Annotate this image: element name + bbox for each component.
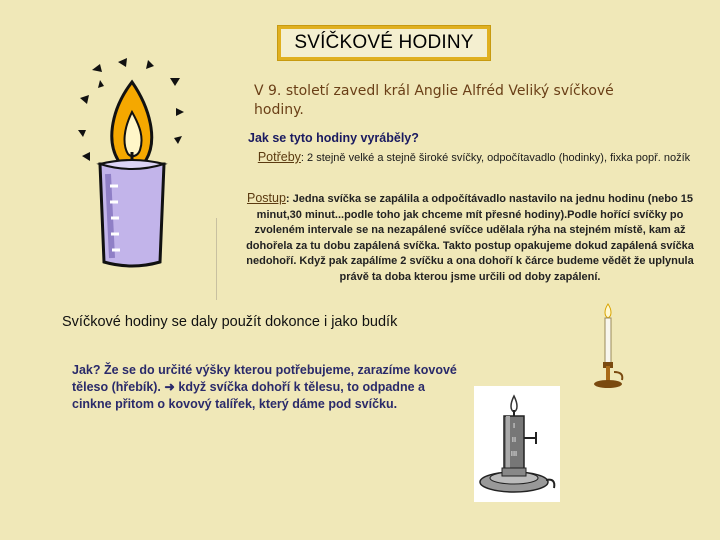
question-heading: Jak se tyto hodiny vyráběly? [248,131,419,145]
svg-text:I: I [512,422,516,430]
procedure-text: : Jedna svíčka se zapálila a odpočítávadlo nastavilo na jednu hodinu (nebo 15 minut,30 minut...podle toho jak chceme mít přesné hodiny).Podle hořící svíčky po zvoleném intervale se na nezapálené svíčce udělala rýha na stejném místě, kam až dohořela za tu dobu zapálená svíčka. Takto postup opakujeme dokud zapálená svíčka nedohoří. Když pak zapálíme 2 svíčku a ona dohoří k čárce budeme vědět že uplynula právě ta doba kterou jsme určili od doby zapálení. [246,193,694,283]
alarm-text: Svíčkové hodiny se daly použít dokonce i jako budík [62,314,398,330]
howto-text-before: Jak? Že se do určité výšky kterou potřebujeme, zarazíme kovové těleso (hřebík). [72,363,457,394]
svg-text:III: III [510,450,518,458]
svg-text:II: II [511,436,517,444]
needs-paragraph [254,149,694,166]
intro-text: V 9. století zavedl král Anglie Alfréd Veliký svíčkové hodiny. [254,83,614,118]
candle-icon [78,56,186,276]
page-title: SVÍČKOVÉ HODINY [294,32,474,53]
lit-candle-illustration [78,56,186,276]
candle-clock-icon [474,386,560,502]
procedure-paragraph [246,191,694,286]
candle-clock-illustration [474,386,560,502]
candlestick-illustration [588,300,630,392]
howto-paragraph [72,362,460,413]
title-box [278,26,490,60]
divider [216,218,217,300]
arrow-right-icon: ➜ [164,380,175,394]
procedure-label: Postup [246,191,286,205]
howto-text-after: když svíčka dohoří k tělesu, to odpadne a cinkne přitom o kovový talířek, který dáme pod svíčku. [72,380,425,411]
candlestick-icon [588,300,630,392]
needs-label: Potřeby [257,150,301,164]
needs-text: : 2 stejně velké a stejně široké svíčky, odpočítavadlo (hodinky), fixka popř. nožík [300,152,691,164]
